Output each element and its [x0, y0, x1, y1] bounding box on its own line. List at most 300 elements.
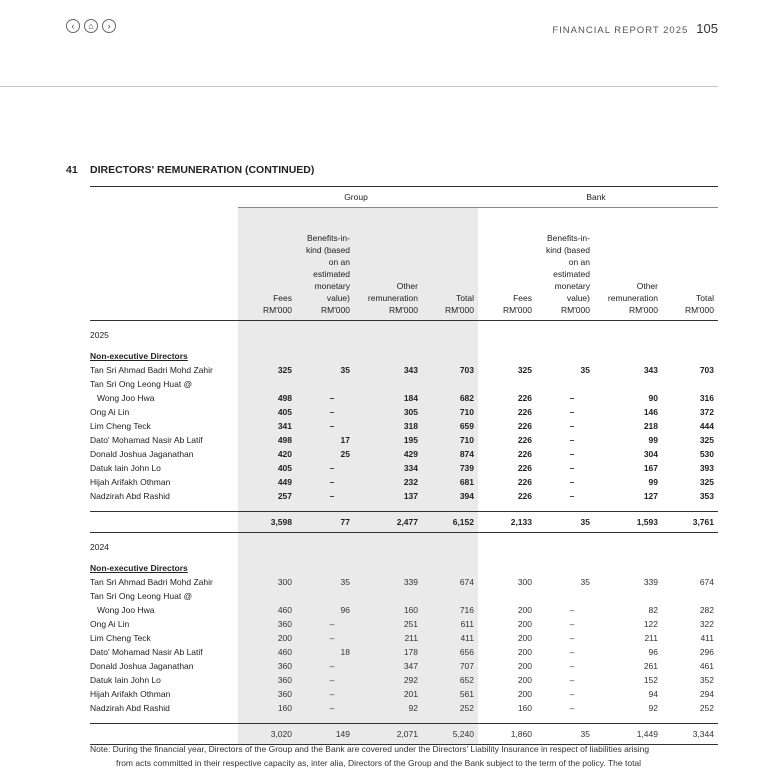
value-cell: 226 — [517, 435, 532, 445]
column-header-line: RM'000 — [684, 305, 714, 315]
row-label: Tan Sri Ahmad Badri Mohd Zahir — [90, 365, 213, 375]
row-label: Dato' Mohamad Nasir Ab Latif — [90, 435, 203, 445]
value-cell: 318 — [354, 419, 422, 433]
value-cell: 561 — [422, 687, 478, 701]
value-cell: 405 — [238, 461, 296, 475]
value-cell: – — [296, 489, 354, 503]
table-row — [90, 475, 718, 489]
row-label: Tan Sri Ong Leong Huat @ — [90, 591, 193, 601]
value-cell: 261 — [643, 661, 658, 671]
value-cell: 184 — [354, 391, 422, 405]
value-cell: 656 — [422, 645, 478, 659]
value-cell: 226 — [517, 407, 532, 417]
value-cell: 325 — [517, 365, 532, 375]
value-cell — [662, 533, 718, 562]
section-heading — [66, 164, 314, 176]
value-cell — [594, 321, 662, 350]
value-cell — [296, 377, 354, 391]
value-cell — [536, 715, 594, 724]
note-line-2: from acts committed in their respective capacity as, inter alia, Directors of the Group and the Bank subject to the term of the policy. The total — [116, 758, 642, 768]
value-cell: 343 — [354, 363, 422, 377]
chevron-right-icon[interactable]: › — [102, 19, 116, 33]
value-cell: 360 — [238, 617, 296, 631]
value-cell — [354, 321, 422, 350]
value-cell: 316 — [699, 393, 714, 403]
value-cell: 352 — [699, 675, 714, 685]
value-cell: 282 — [699, 605, 714, 615]
value-cell: 3,344 — [662, 724, 718, 745]
value-cell: 449 — [238, 475, 296, 489]
column-header-line: Benefits-in- — [307, 233, 350, 243]
value-cell — [478, 377, 536, 391]
column-header-line: RM'000 — [628, 305, 658, 315]
value-cell: – — [296, 461, 354, 475]
value-cell: 18 — [296, 645, 354, 659]
value-cell — [354, 377, 422, 391]
value-cell: 739 — [422, 461, 478, 475]
table-row — [90, 447, 718, 461]
value-cell: 200 — [517, 619, 532, 629]
value-cell: 710 — [422, 405, 478, 419]
value-cell — [238, 503, 296, 512]
value-cell: 200 — [238, 631, 296, 645]
column-header — [422, 208, 478, 321]
value-cell: 35 — [580, 365, 590, 375]
value-cell: 252 — [699, 703, 714, 713]
table-note — [90, 742, 718, 770]
value-cell: – — [569, 689, 575, 699]
value-cell: 498 — [238, 433, 296, 447]
value-cell: 200 — [517, 647, 532, 657]
value-cell: 82 — [648, 605, 658, 615]
column-header — [536, 208, 594, 321]
value-cell — [594, 561, 662, 575]
table-row — [90, 687, 718, 701]
value-cell: 659 — [422, 419, 478, 433]
column-header-line: Benefits-in- — [547, 233, 590, 243]
value-cell — [662, 349, 718, 363]
section-number: 41 — [66, 164, 78, 176]
value-cell: – — [569, 633, 575, 643]
row-label — [90, 512, 238, 533]
value-cell: 1,593 — [594, 512, 662, 533]
column-header-line: RM'000 — [502, 305, 532, 315]
value-cell: 17 — [296, 433, 354, 447]
value-cell: 226 — [517, 421, 532, 431]
value-cell: 3,761 — [662, 512, 718, 533]
header-divider — [0, 86, 718, 87]
value-cell — [662, 589, 718, 603]
value-cell: – — [296, 405, 354, 419]
table-row — [90, 377, 718, 391]
value-cell: – — [569, 407, 575, 417]
row-label: Nadzirah Abd Rashid — [90, 703, 170, 713]
column-header-line: on an — [568, 257, 590, 267]
value-cell: 334 — [354, 461, 422, 475]
value-cell — [354, 503, 422, 512]
row-label: Wong Joo Hwa — [97, 393, 155, 403]
value-cell: 35 — [536, 724, 594, 745]
value-cell: 360 — [238, 687, 296, 701]
value-cell: 92 — [354, 701, 422, 715]
value-cell — [296, 533, 354, 562]
category-row — [90, 349, 718, 363]
value-cell: – — [569, 435, 575, 445]
value-cell — [238, 377, 296, 391]
column-header-line: kind (based — [546, 245, 590, 255]
value-cell: 211 — [644, 633, 658, 643]
value-cell: 322 — [699, 619, 714, 629]
value-cell — [478, 533, 536, 562]
row-label: 2025 — [90, 330, 109, 340]
value-cell: 211 — [354, 631, 422, 645]
value-cell: 682 — [422, 391, 478, 405]
value-cell: 444 — [699, 421, 714, 431]
column-header-line: Total — [696, 293, 714, 303]
gap-row — [90, 715, 718, 724]
value-cell: 90 — [648, 393, 658, 403]
row-label: Lim Cheng Teck — [90, 421, 151, 431]
value-cell — [354, 533, 422, 562]
value-cell — [478, 321, 536, 350]
page-header — [552, 21, 718, 36]
value-cell: – — [296, 391, 354, 405]
value-cell: 218 — [643, 421, 658, 431]
value-cell — [422, 589, 478, 603]
row-label: Donald Joshua Jaganathan — [90, 661, 194, 671]
value-cell — [296, 503, 354, 512]
group-header: Bank — [478, 187, 718, 208]
value-cell — [422, 349, 478, 363]
row-label: Hijah Arifakh Othman — [90, 477, 171, 487]
value-cell: 3,598 — [238, 512, 296, 533]
column-header-line: Other — [396, 281, 418, 291]
value-cell: – — [296, 659, 354, 673]
value-cell: 252 — [422, 701, 478, 715]
header-spacer — [90, 187, 238, 208]
value-cell — [662, 715, 718, 724]
value-cell: 127 — [643, 491, 658, 501]
value-cell — [296, 349, 354, 363]
value-cell: – — [569, 619, 575, 629]
value-cell: 6,152 — [422, 512, 478, 533]
value-cell: 200 — [517, 605, 532, 615]
value-cell: 716 — [422, 603, 478, 617]
value-cell: 137 — [354, 489, 422, 503]
table-row — [90, 363, 718, 377]
value-cell: 530 — [699, 449, 714, 459]
value-cell: 2,071 — [354, 724, 422, 745]
value-cell: 226 — [517, 449, 532, 459]
value-cell: – — [569, 703, 575, 713]
value-cell — [594, 715, 662, 724]
value-cell: 652 — [422, 673, 478, 687]
value-cell — [536, 589, 594, 603]
column-header-line: kind (based — [306, 245, 350, 255]
row-label: Non-executive Directors — [90, 351, 188, 361]
column-header — [662, 208, 718, 321]
group-header: Group — [238, 187, 478, 208]
value-cell: 99 — [648, 477, 658, 487]
column-header-line: RM'000 — [444, 305, 474, 315]
value-cell: 35 — [580, 577, 590, 587]
value-cell: 343 — [643, 365, 658, 375]
value-cell — [238, 589, 296, 603]
value-cell — [536, 561, 594, 575]
header-spacer — [90, 208, 238, 321]
value-cell: 35 — [536, 512, 594, 533]
value-cell: 2,133 — [478, 512, 536, 533]
remuneration-table-wrapper — [90, 186, 718, 745]
value-cell: 122 — [643, 619, 658, 629]
value-cell: 703 — [422, 363, 478, 377]
value-cell: 292 — [354, 673, 422, 687]
value-cell: 232 — [354, 475, 422, 489]
value-cell: 200 — [517, 633, 532, 643]
value-cell — [662, 321, 718, 350]
value-cell: 5,240 — [422, 724, 478, 745]
value-cell — [296, 589, 354, 603]
value-cell — [536, 349, 594, 363]
row-label: 2024 — [90, 542, 109, 552]
value-cell: 1,449 — [594, 724, 662, 745]
value-cell: – — [569, 477, 575, 487]
table-row — [90, 489, 718, 503]
value-cell — [478, 349, 536, 363]
value-cell — [238, 533, 296, 562]
value-cell: 99 — [648, 435, 658, 445]
value-cell: 152 — [643, 675, 658, 685]
value-cell — [594, 589, 662, 603]
table-row — [90, 405, 718, 419]
value-cell: 294 — [699, 689, 714, 699]
column-header-line: monetary — [554, 281, 590, 291]
value-cell — [594, 503, 662, 512]
table-row — [90, 631, 718, 645]
value-cell: 200 — [517, 661, 532, 671]
column-header-line: Total — [456, 293, 474, 303]
row-label: Nadzirah Abd Rashid — [90, 491, 170, 501]
column-header-line: Fees — [513, 293, 532, 303]
row-label: Wong Joo Hwa — [97, 605, 155, 615]
value-cell: 674 — [422, 575, 478, 589]
value-cell: 339 — [643, 577, 658, 587]
value-cell: – — [569, 393, 575, 403]
value-cell: 251 — [354, 617, 422, 631]
column-header-line: on an — [328, 257, 350, 267]
value-cell — [422, 561, 478, 575]
table-row — [90, 673, 718, 687]
value-cell: 226 — [517, 491, 532, 501]
value-cell: 226 — [517, 463, 532, 473]
value-cell: 200 — [517, 689, 532, 699]
value-cell: 372 — [699, 407, 714, 417]
table-row — [90, 645, 718, 659]
column-header-line: estimated — [553, 269, 590, 279]
value-cell — [354, 349, 422, 363]
value-cell: 200 — [517, 675, 532, 685]
row-label: Donald Joshua Jaganathan — [90, 449, 194, 459]
row-label: Dato' Mohamad Nasir Ab Latif — [90, 647, 203, 657]
table-row — [90, 589, 718, 603]
value-cell: 498 — [238, 391, 296, 405]
value-cell: – — [296, 673, 354, 687]
value-cell — [536, 503, 594, 512]
row-label: Hijah Arifakh Othman — [90, 689, 171, 699]
value-cell: 393 — [699, 463, 714, 473]
table-row — [90, 419, 718, 433]
value-cell: – — [569, 463, 575, 473]
table-row — [90, 701, 718, 715]
value-cell: 2,477 — [354, 512, 422, 533]
value-cell: 35 — [296, 363, 354, 377]
value-cell: – — [569, 647, 575, 657]
value-cell: 420 — [238, 447, 296, 461]
value-cell: 77 — [296, 512, 354, 533]
value-cell: 300 — [517, 577, 532, 587]
value-cell: 429 — [354, 447, 422, 461]
value-cell — [662, 561, 718, 575]
value-cell — [238, 715, 296, 724]
value-cell: 149 — [296, 724, 354, 745]
column-header — [238, 208, 296, 321]
value-cell: 305 — [354, 405, 422, 419]
value-cell: 325 — [699, 477, 714, 487]
value-cell: 325 — [699, 435, 714, 445]
table-row — [90, 603, 718, 617]
value-cell: 707 — [422, 659, 478, 673]
value-cell: – — [296, 475, 354, 489]
value-cell: 300 — [238, 575, 296, 589]
column-header-line: value) — [566, 293, 590, 303]
value-cell: 681 — [422, 475, 478, 489]
value-cell: 611 — [422, 617, 478, 631]
value-cell: 360 — [238, 659, 296, 673]
value-cell — [354, 715, 422, 724]
value-cell: 167 — [643, 463, 658, 473]
column-header-line: monetary — [314, 281, 350, 291]
row-label: Non-executive Directors — [90, 563, 188, 573]
value-cell: 3,020 — [238, 724, 296, 745]
value-cell: – — [569, 449, 575, 459]
column-header-line: RM'000 — [560, 305, 590, 315]
value-cell — [536, 321, 594, 350]
home-icon[interactable]: ⌂ — [84, 19, 98, 33]
row-label — [90, 715, 238, 724]
column-header — [296, 208, 354, 321]
value-cell: 360 — [238, 673, 296, 687]
column-header-line: remuneration — [607, 293, 658, 303]
value-cell: 353 — [699, 491, 714, 501]
chevron-left-icon[interactable]: ‹ — [66, 19, 80, 33]
value-cell: 201 — [354, 687, 422, 701]
table-row — [90, 659, 718, 673]
value-cell: 160 — [238, 701, 296, 715]
value-cell: – — [569, 605, 575, 615]
remuneration-table — [90, 186, 718, 745]
value-cell: – — [296, 631, 354, 645]
row-label: Ong Ai Lin — [90, 619, 130, 629]
group-header-row — [90, 187, 718, 208]
value-cell: 405 — [238, 405, 296, 419]
table-row — [90, 433, 718, 447]
value-cell: – — [569, 491, 575, 501]
row-label — [90, 503, 238, 512]
page-navigation — [66, 19, 116, 33]
value-cell: 296 — [699, 647, 714, 657]
column-header-line: RM'000 — [388, 305, 418, 315]
table-row — [90, 575, 718, 589]
value-cell: 394 — [422, 489, 478, 503]
value-cell: 160 — [354, 603, 422, 617]
column-header-line: estimated — [313, 269, 350, 279]
value-cell — [296, 715, 354, 724]
value-cell: 178 — [354, 645, 422, 659]
value-cell: 160 — [517, 703, 532, 713]
value-cell: 411 — [422, 631, 478, 645]
value-cell: – — [569, 421, 575, 431]
page-number: 105 — [696, 21, 718, 36]
value-cell: – — [296, 617, 354, 631]
value-cell — [422, 533, 478, 562]
gap-row — [90, 503, 718, 512]
value-cell: 674 — [699, 577, 714, 587]
value-cell: – — [569, 661, 575, 671]
value-cell — [238, 321, 296, 350]
column-header — [354, 208, 422, 321]
value-cell: 710 — [422, 433, 478, 447]
section-title: DIRECTORS' REMUNERATION (CONTINUED) — [90, 164, 315, 176]
value-cell — [662, 503, 718, 512]
year-row — [90, 321, 718, 350]
row-label: Lim Cheng Teck — [90, 633, 151, 643]
value-cell: 460 — [238, 645, 296, 659]
table-row — [90, 391, 718, 405]
category-row — [90, 561, 718, 575]
value-cell — [422, 715, 478, 724]
value-cell: 874 — [422, 447, 478, 461]
value-cell — [422, 377, 478, 391]
column-header-line: value) — [326, 293, 350, 303]
column-header-line: Fees — [273, 293, 292, 303]
note-line-1: Note: During the financial year, Directors of the Group and the Bank are covered under the Directors' Liability Insurance in respect of liabilities arising — [90, 744, 650, 754]
value-cell: – — [296, 687, 354, 701]
value-cell: 461 — [699, 661, 714, 671]
row-label: Datuk Iain John Lo — [90, 463, 161, 473]
value-cell: 703 — [699, 365, 714, 375]
value-cell: 325 — [238, 363, 296, 377]
value-cell — [478, 715, 536, 724]
total-row — [90, 512, 718, 533]
column-header-line: remuneration — [367, 293, 418, 303]
row-label: Tan Sri Ong Leong Huat @ — [90, 379, 193, 389]
report-title: FINANCIAL REPORT 2025 — [552, 25, 689, 36]
value-cell — [296, 561, 354, 575]
row-label: Tan Sri Ahmad Badri Mohd Zahir — [90, 577, 213, 587]
table-row — [90, 617, 718, 631]
column-header-line: RM'000 — [262, 305, 292, 315]
year-row — [90, 533, 718, 562]
column-header — [594, 208, 662, 321]
value-cell: 226 — [517, 393, 532, 403]
value-cell: 257 — [238, 489, 296, 503]
value-cell: – — [296, 419, 354, 433]
value-cell — [536, 377, 594, 391]
value-cell — [354, 589, 422, 603]
value-cell: 304 — [643, 449, 658, 459]
value-cell: 146 — [643, 407, 658, 417]
value-cell: 94 — [648, 689, 658, 699]
